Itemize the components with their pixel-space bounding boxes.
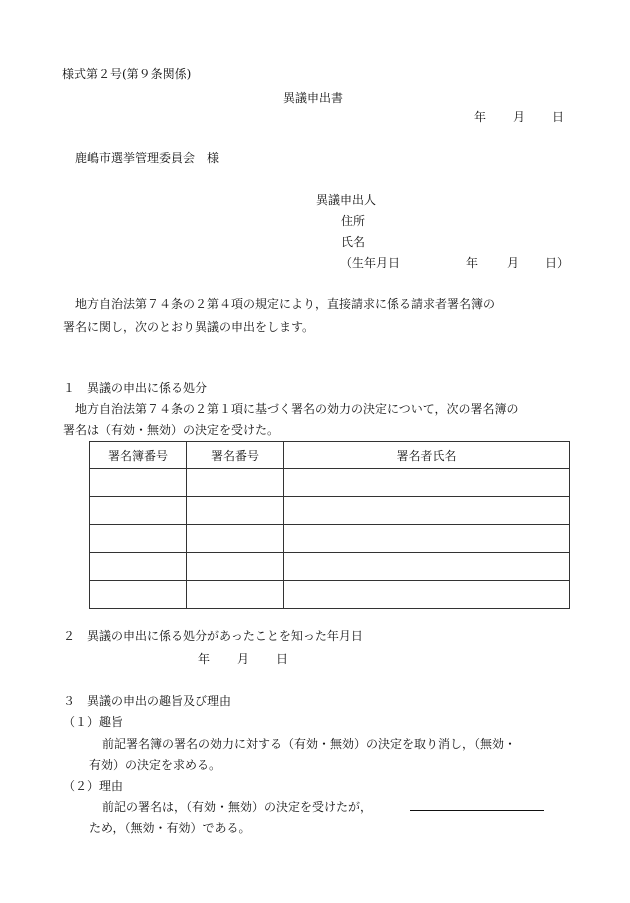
address-label: 住所 xyxy=(341,214,366,228)
form-number: 様式第２号(第９条関係) xyxy=(62,67,192,81)
notice-day-label: 日 xyxy=(276,652,289,666)
purpose-label: （１）趣旨 xyxy=(63,715,124,729)
reason-line-1: 前記の署名は，（有効・無効）の決定を受けたが， xyxy=(102,800,373,814)
table-cell-signature-number[interactable] xyxy=(187,581,284,609)
table-row xyxy=(90,553,570,581)
table-row xyxy=(90,497,570,525)
section-3-heading: ３ 異議の申出の趣旨及び理由 xyxy=(63,694,232,708)
table-cell-roster-number[interactable] xyxy=(90,525,187,553)
applicant-label: 異議申出人 xyxy=(316,193,377,207)
purpose-line-2: 有効）の決定を求める。 xyxy=(89,758,222,772)
table-header-row xyxy=(90,442,570,469)
section-2-heading: ２ 異議の申出に係る処分があったことを知った年月日 xyxy=(63,629,363,643)
table-cell-signer-name[interactable] xyxy=(284,581,570,609)
section-1-line-1: 地方自治法第７４条の２第１項に基づく署名の効力の決定について，次の署名簿の xyxy=(63,402,519,416)
table-cell-roster-number[interactable] xyxy=(90,553,187,581)
date-day-label: 日 xyxy=(552,110,565,124)
header-signer-name: 署名者氏名 xyxy=(284,442,570,469)
birth-month-label: 月 xyxy=(507,256,520,270)
date-month-label: 月 xyxy=(513,110,526,124)
table-cell-signature-number[interactable] xyxy=(187,497,284,525)
reason-blank-line[interactable] xyxy=(410,810,544,811)
table-cell-roster-number[interactable] xyxy=(90,581,187,609)
table-cell-signer-name[interactable] xyxy=(284,553,570,581)
table-row xyxy=(90,581,570,609)
section-1-line-2: 署名は（有効・無効）の決定を受けた。 xyxy=(63,423,280,437)
intro-line-2: 署名に関し，次のとおり異議の申出をします。 xyxy=(63,320,315,334)
birth-day-label: 日） xyxy=(545,256,570,270)
intro-line-1: 地方自治法第７４条の２第４項の規定により，直接請求に係る請求者署名簿の xyxy=(63,297,496,311)
date-year-label: 年 xyxy=(474,110,487,124)
notice-year-label: 年 xyxy=(198,652,211,666)
section-1-heading: １ 異議の申出に係る処分 xyxy=(63,381,208,395)
header-roster-number: 署名簿番号 xyxy=(90,442,187,469)
table-cell-signature-number[interactable] xyxy=(187,525,284,553)
reason-line-2: ため，（無効・有効）である。 xyxy=(89,821,251,835)
document-title: 異議申出書 xyxy=(283,91,344,105)
table-cell-signer-name[interactable] xyxy=(284,469,570,497)
table-cell-roster-number[interactable] xyxy=(90,497,187,525)
birth-date-open: （生年月日 xyxy=(340,256,401,270)
table-cell-signer-name[interactable] xyxy=(284,525,570,553)
reason-label: （２）理由 xyxy=(63,779,124,793)
birth-year-label: 年 xyxy=(466,256,479,270)
name-label: 氏名 xyxy=(341,235,366,249)
addressee: 鹿嶋市選挙管理委員会 様 xyxy=(75,151,220,165)
table-cell-signature-number[interactable] xyxy=(187,553,284,581)
purpose-line-1: 前記署名簿の署名の効力に対する（有効・無効）の決定を取り消し，（無効・ xyxy=(102,737,517,751)
table-row xyxy=(90,469,570,497)
header-signature-number: 署名番号 xyxy=(187,442,284,469)
table-cell-signature-number[interactable] xyxy=(187,469,284,497)
table-row xyxy=(90,525,570,553)
table-cell-roster-number[interactable] xyxy=(90,469,187,497)
signature-table xyxy=(89,441,570,609)
table-cell-signer-name[interactable] xyxy=(284,497,570,525)
notice-month-label: 月 xyxy=(237,652,250,666)
